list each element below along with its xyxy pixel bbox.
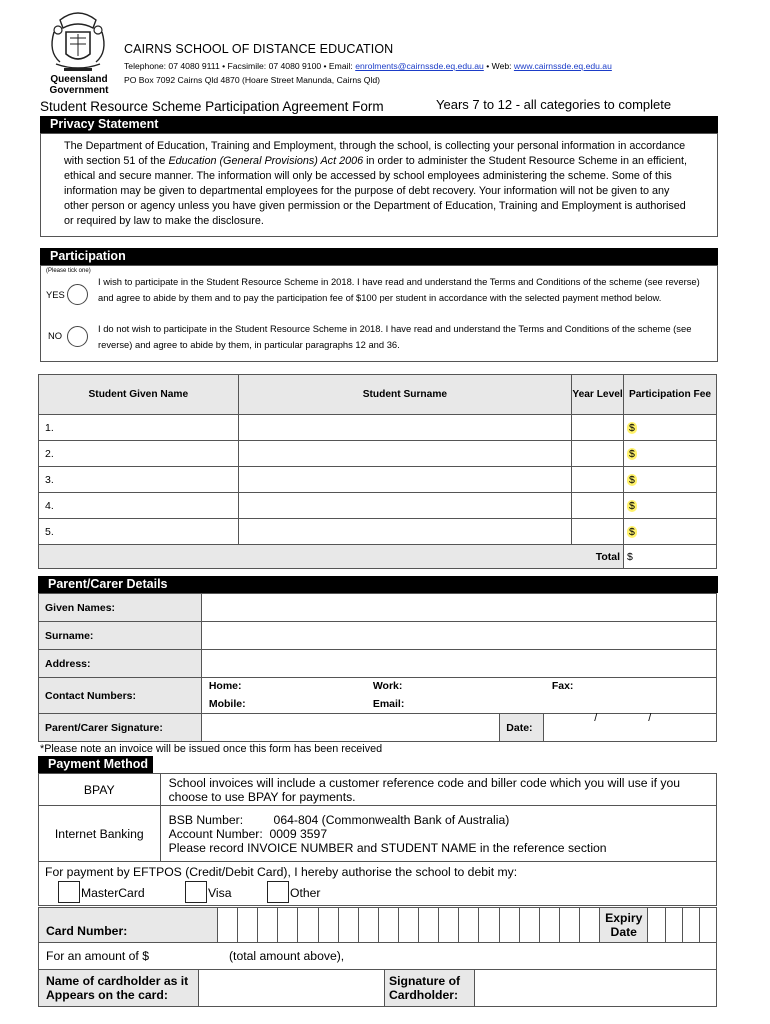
years-note: Years 7 to 12 - all categories to complete xyxy=(436,97,672,112)
card-digit-cell[interactable] xyxy=(539,908,559,943)
work-label: Work: xyxy=(372,680,403,692)
cardholder-signature-input[interactable] xyxy=(475,970,717,1007)
year-level-input[interactable] xyxy=(572,493,624,519)
card-digit-cell[interactable] xyxy=(499,908,519,943)
year-level-input[interactable] xyxy=(572,441,624,467)
total-label: Total xyxy=(39,545,624,569)
fee-input[interactable] xyxy=(624,519,717,545)
card-digit-cell[interactable] xyxy=(338,908,358,943)
signature-input[interactable] xyxy=(201,714,499,742)
cardholder-signature-label: Signature of Cardholder: xyxy=(385,970,475,1007)
payment-table xyxy=(38,773,717,906)
currency-symbol: $ xyxy=(629,447,635,460)
card-digit-cell[interactable] xyxy=(399,908,419,943)
date-input[interactable] xyxy=(544,714,717,742)
mobile-label: Mobile: xyxy=(208,698,246,710)
card-digit-cell[interactable] xyxy=(258,908,278,943)
student-row xyxy=(39,493,717,519)
cardholder-name-input[interactable] xyxy=(199,970,385,1007)
row-number: 3. xyxy=(39,467,239,493)
fax-label: Fax: xyxy=(551,680,574,692)
student-surname-input[interactable] xyxy=(238,467,571,493)
given-names-label: Given Names: xyxy=(39,594,202,622)
card-number-label: Card Number: xyxy=(39,908,218,943)
student-row xyxy=(39,467,717,493)
yes-label: YES xyxy=(46,289,65,300)
total-input[interactable] xyxy=(624,545,717,569)
expiry-digit-cell[interactable] xyxy=(682,908,699,943)
expiry-digit-cell[interactable] xyxy=(699,908,716,943)
no-radio[interactable] xyxy=(67,326,88,347)
year-level-input[interactable] xyxy=(572,519,624,545)
amount-table xyxy=(38,942,717,1007)
invoice-note: *Please note an invoice will be issued once this form has been received xyxy=(40,743,383,755)
card-number-table xyxy=(38,907,717,943)
student-surname-input[interactable] xyxy=(238,519,571,545)
card-digit-cell[interactable] xyxy=(519,908,539,943)
web-prefix: • Web: xyxy=(483,61,514,71)
other-label: Other xyxy=(290,885,321,900)
year-level-input[interactable] xyxy=(572,467,624,493)
school-name: CAIRNS SCHOOL OF DISTANCE EDUCATION xyxy=(124,42,394,56)
no-text: I do not wish to participate in the Student Resource Scheme in 2018. I have read and understand the Terms and Conditions of the scheme (see reverse) and agree to abide by them, in particular paragraphs 12 and 36. xyxy=(98,323,692,350)
year-level-input[interactable] xyxy=(572,415,624,441)
eftpos-text: For payment by EFTPOS (Credit/Debit Card), I hereby authorise the school to debit my: xyxy=(39,862,717,882)
currency-symbol: $ xyxy=(629,421,635,434)
contact-numbers-label: Contact Numbers: xyxy=(39,678,202,714)
col-participation-fee: Participation Fee xyxy=(624,375,717,415)
surname-input[interactable] xyxy=(201,622,716,650)
student-table-header xyxy=(39,375,717,415)
mastercard-checkbox[interactable] xyxy=(58,881,80,903)
no-label: NO xyxy=(48,330,63,341)
bsb-number: BSB Number: 064-804 (Commonwealth Bank of Australia) xyxy=(168,812,510,827)
payment-heading: Payment Method xyxy=(38,756,153,773)
account-number: Account Number: 0009 3597 xyxy=(168,826,328,841)
student-row xyxy=(39,519,717,545)
home-label: Home: xyxy=(208,680,242,692)
expiry-date-label: Expiry Date xyxy=(600,908,648,943)
act-name: Education (General Provisions) Act 2006 xyxy=(168,155,364,168)
student-surname-input[interactable] xyxy=(238,493,571,519)
row-number: 5. xyxy=(39,519,239,545)
col-given-name: Student Given Name xyxy=(39,375,239,415)
bpay-label: BPAY xyxy=(39,774,161,806)
yes-radio[interactable] xyxy=(67,284,88,305)
student-table xyxy=(38,374,717,569)
participation-heading: Participation xyxy=(40,248,718,265)
col-year-level: Year Level xyxy=(572,375,624,415)
date-sep-1: / xyxy=(594,712,598,724)
email-label: Email: xyxy=(372,698,405,710)
cardholder-name-label: Name of cardholder as it Appears on the card: xyxy=(39,970,199,1007)
student-row xyxy=(39,441,717,467)
logo-text: Queensland Government xyxy=(49,74,109,96)
surname-label: Surname: xyxy=(39,622,202,650)
mastercard-label: MasterCard xyxy=(81,885,145,900)
given-names-input[interactable] xyxy=(201,594,716,622)
bank-details xyxy=(160,806,716,862)
bpay-text: School invoices will include a customer reference code and biller code which you will use if you choose to use BPAY for payments. xyxy=(160,774,716,806)
card-digit-cell[interactable] xyxy=(278,908,298,943)
parent-table xyxy=(38,593,717,742)
reference-instruction: Please record INVOICE NUMBER and STUDENT NAME in the reference section xyxy=(168,840,607,855)
card-digit-cell[interactable] xyxy=(298,908,318,943)
contact-numbers-input[interactable] xyxy=(201,678,716,714)
card-digit-cell[interactable] xyxy=(238,908,258,943)
card-digit-cell[interactable] xyxy=(479,908,499,943)
student-row xyxy=(39,415,717,441)
student-surname-input[interactable] xyxy=(238,441,571,467)
card-digit-cell[interactable] xyxy=(358,908,378,943)
privacy-text: The Department of Education, Training and Employment, through the school, is collecting your personal information in accordance with section 51 of the Education (General Provisions) Act 2006 in order to administer the Student Resource Scheme in an efficient, ethical and secure manner. The information will only be accessed by school employees administering the scheme. Some of this information may be given to departmental employees for the purpose of debt recovery. Your information will not be given to any other person or agency unless you have given permission or the Department of Education, Training and Employment is authorised or required by law to make the disclosure. xyxy=(64,140,687,228)
amount-prefix: For an amount of $ xyxy=(46,949,149,963)
card-digit-cell[interactable] xyxy=(439,908,459,943)
other-checkbox[interactable] xyxy=(267,881,289,903)
date-sep-2: / xyxy=(648,712,652,724)
card-digit-cell[interactable] xyxy=(580,908,600,943)
amount-suffix: (total amount above), xyxy=(229,949,345,963)
visa-checkbox[interactable] xyxy=(185,881,207,903)
web-link[interactable]: www.cairnssde.eq.edu.au xyxy=(513,61,612,71)
fee-input[interactable] xyxy=(624,493,717,519)
postal-address: PO Box 7092 Cairns Qld 4870 (Hoare Street Manunda, Cairns Qld) xyxy=(124,75,381,85)
card-type-row xyxy=(39,882,717,906)
card-digit-cell[interactable] xyxy=(318,908,338,943)
visa-label: Visa xyxy=(208,885,232,900)
student-surname-input[interactable] xyxy=(238,415,571,441)
signature-label: Parent/Carer Signature: xyxy=(39,714,202,742)
total-currency: $ xyxy=(627,550,633,563)
row-number: 2. xyxy=(39,441,239,467)
card-digit-cell[interactable] xyxy=(419,908,439,943)
fee-input[interactable] xyxy=(624,441,717,467)
fee-input[interactable] xyxy=(624,415,717,441)
row-number: 4. xyxy=(39,493,239,519)
parent-heading: Parent/Carer Details xyxy=(38,576,718,593)
address-input[interactable] xyxy=(201,650,716,678)
row-number: 1. xyxy=(39,415,239,441)
contact-details xyxy=(124,59,612,87)
internet-banking-label: Internet Banking xyxy=(39,806,161,862)
currency-symbol: $ xyxy=(629,499,635,512)
expiry-digit-cell[interactable] xyxy=(665,908,682,943)
currency-symbol: $ xyxy=(629,473,635,486)
contact-prefix: Telephone: 07 4080 9111 • Facsimile: 07 4080 9100 • Email: xyxy=(124,61,356,71)
card-digit-cell[interactable] xyxy=(559,908,579,943)
col-surname: Student Surname xyxy=(238,375,571,415)
amount-row[interactable] xyxy=(39,943,717,970)
fee-input[interactable] xyxy=(624,467,717,493)
expiry-digit-cell[interactable] xyxy=(648,908,665,943)
address-label: Address: xyxy=(39,650,202,678)
date-label: Date: xyxy=(500,714,544,742)
form-title: Student Resource Scheme Participation Agreement Form xyxy=(40,99,384,114)
email-link[interactable]: enrolments@cairnssde.eq.edu.au xyxy=(355,61,484,71)
yes-text: I wish to participate in the Student Resource Scheme in 2018. I have read and understand the Terms and Conditions of the scheme (see reverse) and agree to abide by them and to pay the participation fee of $100 per student in accordance with the selected payment method below. xyxy=(98,276,700,303)
card-digit-cell[interactable] xyxy=(218,908,238,943)
tick-note: (Please tick one) xyxy=(46,268,91,274)
privacy-heading: Privacy Statement xyxy=(40,116,718,133)
card-digit-cell[interactable] xyxy=(378,908,398,943)
card-digit-cell[interactable] xyxy=(459,908,479,943)
currency-symbol: $ xyxy=(629,525,635,538)
total-row xyxy=(39,545,717,569)
